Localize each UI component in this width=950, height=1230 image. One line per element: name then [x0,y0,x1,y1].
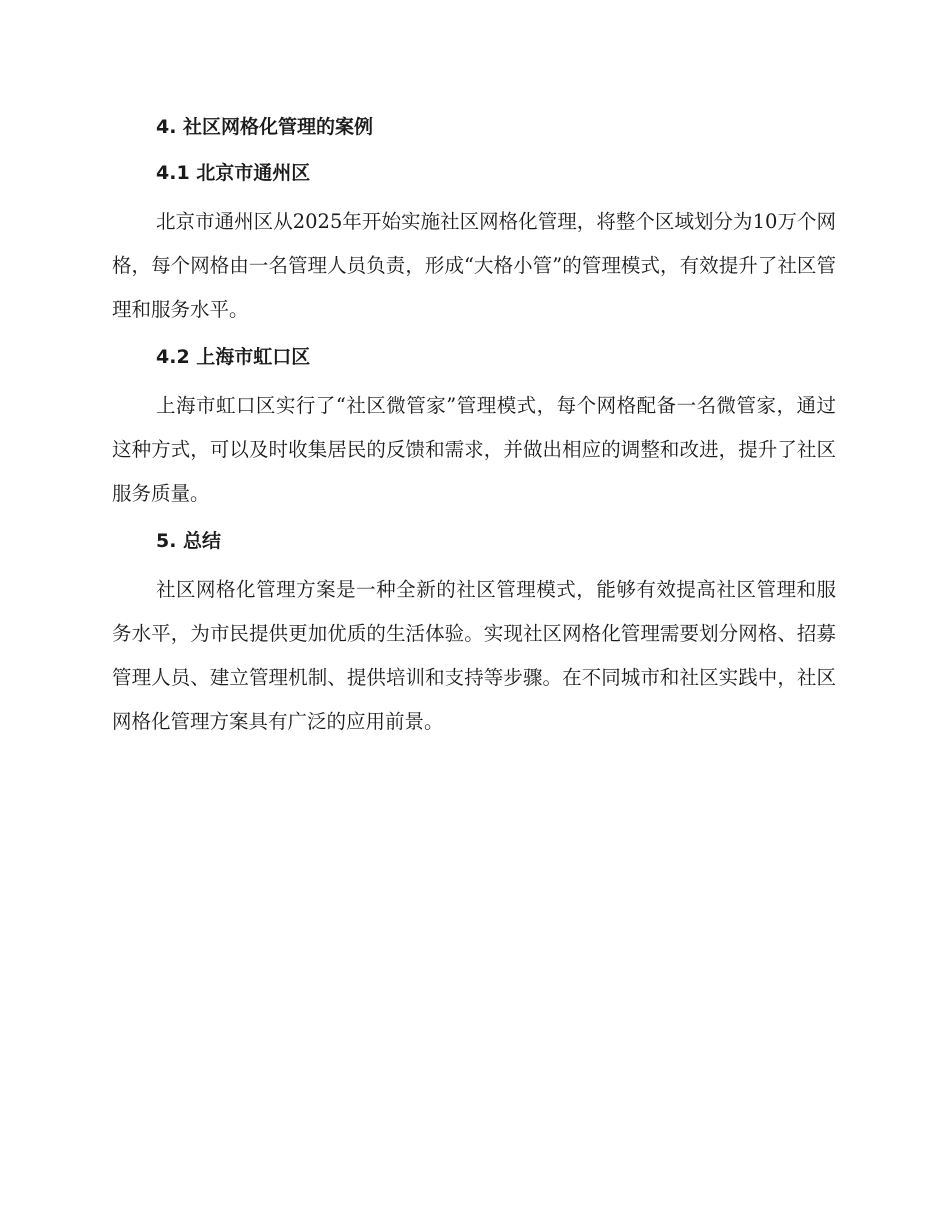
document-body [112,108,836,744]
section-4-2-heading: 4.2 上海市虹口区 [156,346,311,368]
section-4-1-paragraph: 北京市通州区从2025年开始实施社区网格化管理，将整个区域划分为10万个网格，每个网格由一名管理人员负责，形成“大格小管”的管理模式，有效提升了社区管理和服务水平。 [112,210,836,321]
section-4-2-paragraph: 上海市虹口区实行了“社区微管家”管理模式，每个网格配备一名微管家，通过这种方式，可以及时收集居民的反馈和需求，并做出相应的调整和改进，提升了社区服务质量。 [112,394,836,505]
section-5-paragraph: 社区网格化管理方案是一种全新的社区管理模式，能够有效提高社区管理和服务水平，为市民提供更加优质的生活体验。实现社区网格化管理需要划分网格、招募管理人员、建立管理机制、提供培训和支持等步骤。在不同城市和社区实践中，社区网格化管理方案具有广泛的应用前景。 [112,578,836,733]
section-4-heading: 4. 社区网格化管理的案例 [156,116,374,138]
section-4-1-heading: 4.1 北京市通州区 [156,162,311,184]
section-5-heading: 5. 总结 [156,530,222,552]
